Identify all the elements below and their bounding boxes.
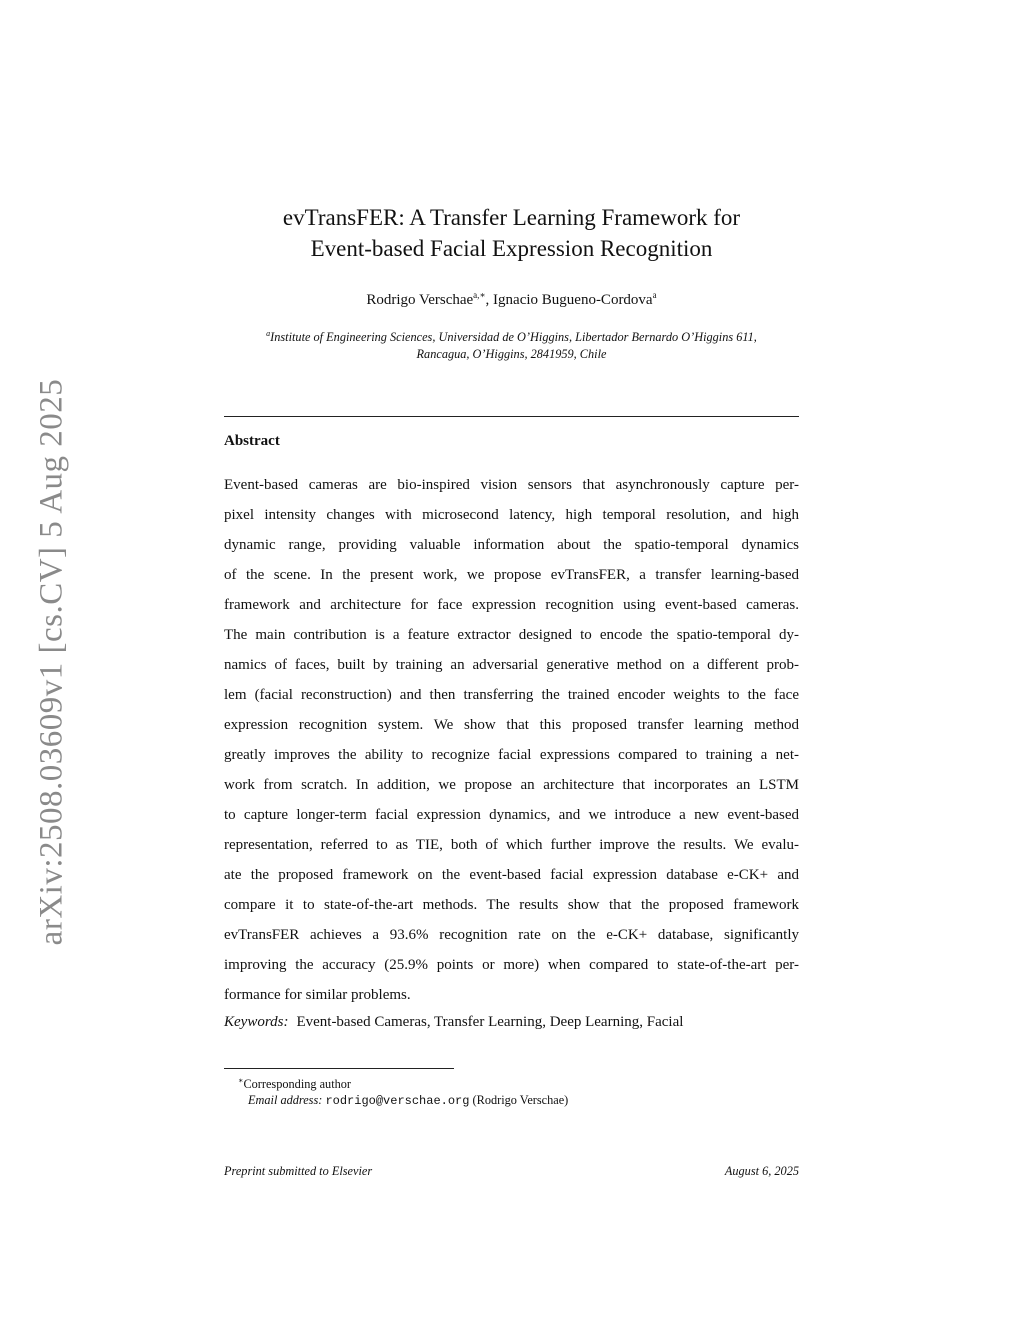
- footnote-corresponding: [238, 1073, 568, 1092]
- abstract-line: greatly improves the ability to recognize facial expressions compared to training a net-: [224, 747, 799, 763]
- abstract-line: compare it to state-of-the-art methods. The results show that the proposed framework: [224, 897, 799, 913]
- author-list: [224, 290, 799, 309]
- email-address: rodrigo@verschae.org: [325, 1094, 470, 1109]
- abstract-line: evTransFER achieves a 93.6% recognition rate on the e-CK+ database, significantly: [224, 927, 799, 943]
- keywords: [224, 1014, 683, 1031]
- keywords-value: Event-based Cameras, Transfer Learning, Deep Learning, Facial: [296, 1014, 684, 1030]
- affiliation-line-2: Rancagua, O’Higgins, 2841959, Chile: [416, 347, 607, 362]
- footnote-corresponding-text: Corresponding author: [243, 1077, 352, 1092]
- abstract-line: namics of faces, built by training an adversarial generative method on a different prob-: [224, 657, 799, 673]
- footnote-email: [238, 1092, 568, 1109]
- author-name: Rodrigo Verschae: [366, 292, 474, 308]
- abstract-line: of the scene. In the present work, we propose evTransFER, a transfer learning-based: [224, 567, 799, 583]
- author-name: Ignacio Bugueno-Cordova: [493, 292, 653, 308]
- affiliation-text: Institute of Engineering Sciences, Universidad de O’Higgins, Libertador Bernardo O’Higgins 611,: [270, 330, 757, 345]
- email-label: Email address:: [248, 1093, 323, 1108]
- abstract-line: expression recognition system. We show that this proposed transfer learning method: [224, 717, 799, 733]
- author-affiliation-mark: a,∗: [473, 290, 486, 300]
- abstract-line: dynamic range, providing valuable information about the spatio-temporal dynamics: [224, 537, 799, 553]
- abstract-line: ate the proposed framework on the event-based facial expression database e-CK+ and: [224, 867, 799, 883]
- affiliation-line-1: [224, 325, 799, 346]
- email-owner: (Rodrigo Verschae): [472, 1093, 569, 1108]
- author-affiliation-mark: a: [652, 290, 657, 300]
- abstract-line: framework and architecture for face expression recognition using event-based cameras.: [224, 597, 799, 613]
- footnote-rule: [224, 1068, 454, 1069]
- paper-title-line-2: Event-based Facial Expression Recognition: [310, 236, 713, 261]
- preprint-date: August 6, 2025: [724, 1164, 799, 1178]
- paper-title: [224, 202, 799, 264]
- abstract-heading: Abstract: [224, 433, 280, 449]
- abstract-top-rule: [224, 416, 799, 417]
- preprint-note: Preprint submitted to Elsevier: [224, 1164, 373, 1178]
- abstract-line: work from scratch. In addition, we propose an architecture that incorporates an LSTM: [224, 777, 799, 793]
- abstract-line: to capture longer-term facial expression dynamics, and we introduce a new event-based: [224, 807, 799, 823]
- abstract-line: formance for similar problems.: [224, 987, 411, 1003]
- abstract-body: [224, 470, 799, 1010]
- footnote-mark: ∗: [238, 1076, 244, 1085]
- abstract-line: pixel intensity changes with microsecond latency, high temporal resolution, and high: [224, 507, 799, 523]
- abstract-line: improving the accuracy (25.9% points or more) when compared to state-of-the-art per-: [224, 957, 799, 973]
- affiliation-mark: a: [266, 329, 271, 338]
- author-separator: ,: [485, 292, 494, 308]
- footnote: [238, 1073, 568, 1109]
- abstract-line: The main contribution is a feature extractor designed to encode the spatio-temporal dy-: [224, 627, 799, 643]
- abstract-line: lem (facial reconstruction) and then transferring the trained encoder weights to the face: [224, 687, 799, 703]
- keywords-label: Keywords:: [224, 1014, 289, 1030]
- paper-title-line-1: evTransFER: A Transfer Learning Framework for: [282, 205, 741, 230]
- arxiv-identifier-stamp: arXiv:2508.03609v1 [cs.CV] 5 Aug 2025: [33, 378, 70, 946]
- abstract-line: representation, referred to as TIE, both of which further improve the results. We evalu-: [224, 837, 799, 853]
- affiliation: [224, 325, 799, 363]
- abstract-line: Event-based cameras are bio-inspired vision sensors that asynchronously capture per-: [224, 477, 799, 493]
